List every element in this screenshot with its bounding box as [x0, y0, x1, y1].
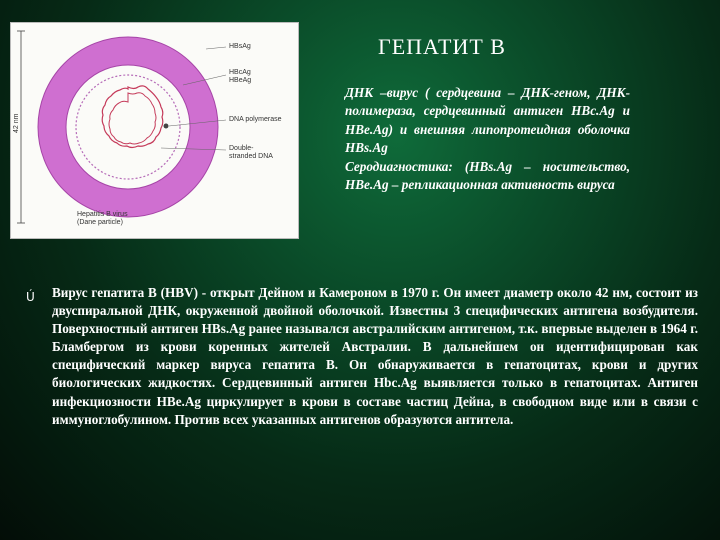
size-label: 42 nm: [13, 113, 20, 133]
hbv-history-paragraph: Вирус гепатита В (HBV) - открыт Дейном и Камероном в 1970 г. Он имеет диаметр около 42 нм, состоит из двуспиральной ДНК, окруженной двойной оболочкой. Известны 3 специфических антигена возбудителя. Поверхностный антиген HBs.Ag ранее назывался австралийским антигеном, т.к. впервые выделен в 1964 г. Бламбергом из крови коренных жителей Австралии. В дальнейшем он идентифицирован как специфический маркер вируса гепатита В. Он обнаруживается в гепатоцитах, крови и других биологических жидкостях. Сердцевинный антиген Hbc.Ag выявляется только в гепатоцитах. Антиген инфекциозности HBe.Ag циркулирует в крови в составе частиц Дейна, в свободном виде или в связи с иммуноглобулином. Против всех указанных антигенов образуются антитела.: [52, 285, 698, 427]
inner-core-area: [66, 65, 190, 189]
structure-paragraph: ДНК –вирус ( сердцевина – ДНК-геном, ДНК-полимераза, сердцевинный антиген HBc.Ag и HBe.Ag) и внешняя липопротеидная оболочка HBs.Ag: [345, 85, 630, 156]
hbsag-label: HBsAg: [229, 43, 251, 50]
bullet-icon: Ú: [26, 290, 35, 304]
dna-polymerase-label: DNA polymerase: [229, 116, 282, 123]
hbv-diagram: [10, 22, 299, 239]
figure-caption-1: Hepatitis B virus: [77, 211, 128, 218]
figure-caption-2: (Dane particle): [77, 219, 123, 226]
virus-illustration: [11, 23, 298, 238]
hbcag-label: HBcAg: [229, 69, 251, 76]
serodiagnostics-paragraph: Серодиагностика: (HBs.Ag – носительство, HBe.Ag – репликационная активность вируса: [345, 158, 630, 193]
hbeag-label: HBeAg: [229, 77, 252, 84]
double-stranded-dna-label-1: Double-: [229, 145, 254, 152]
virus-structure-description: [345, 84, 630, 194]
dna-polymerase-dot: [164, 124, 169, 129]
slide-title: ГЕПАТИТ В: [378, 34, 506, 59]
double-stranded-dna-label-2: stranded DNA: [229, 153, 273, 160]
